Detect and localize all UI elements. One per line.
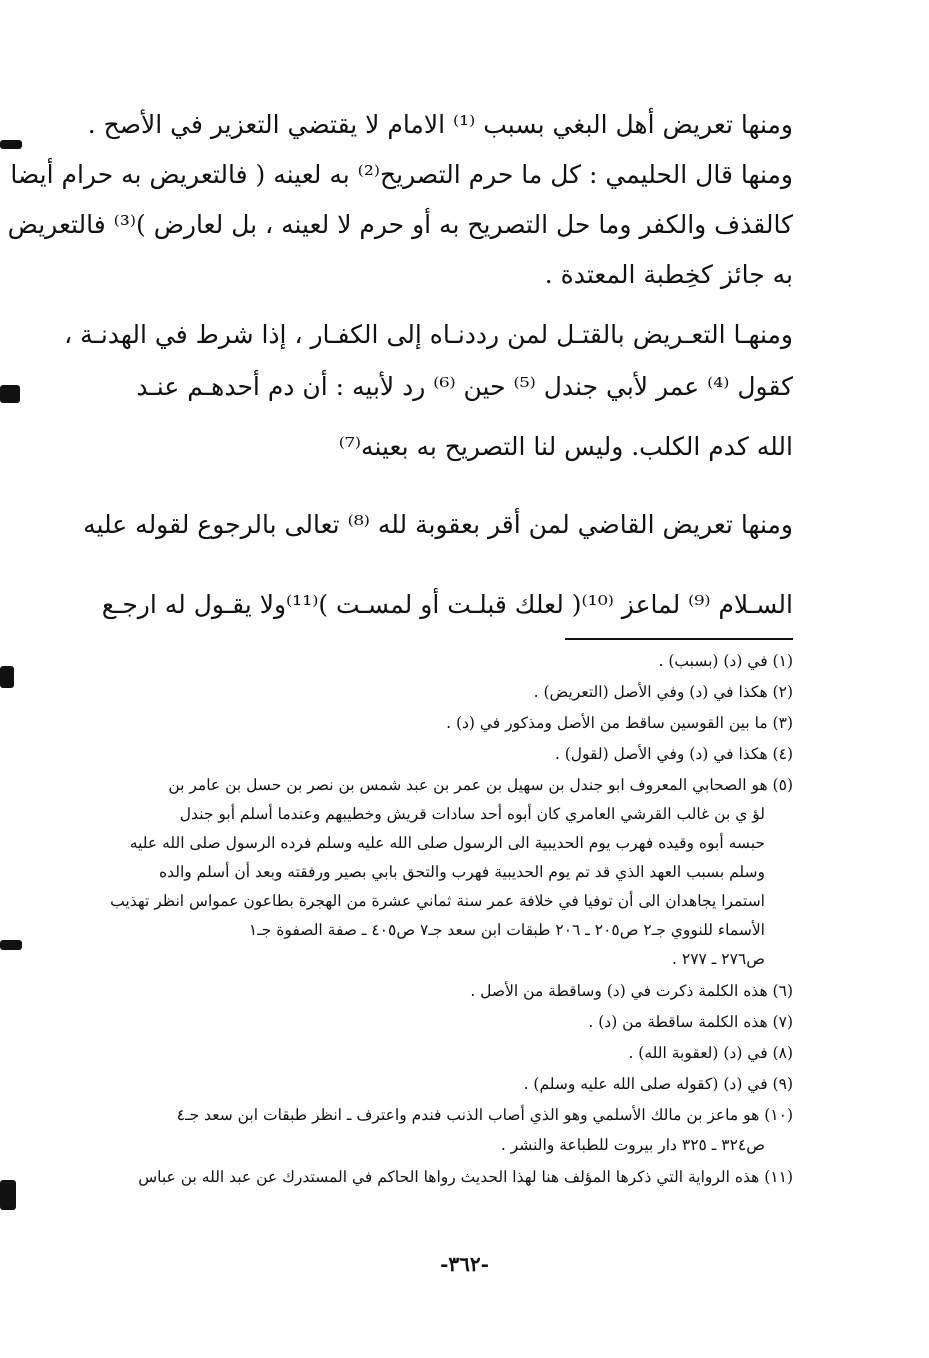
- text-line: الله كدم الكلب. وليس لنا التصريح به بعينه⁽⁷⁾: [338, 432, 793, 461]
- scan-mark: [0, 385, 20, 403]
- footnote: (١٠) هو ماعز بن مالك الأسلمي وهو الذي أصاب الذنب فندم واعترف ـ انظر طبقات ابن سعد جـ٤: [176, 1106, 793, 1124]
- footnote-continuation: لؤ ي بن غالب القرشي العامري كان أبوه أحد سادات قريش وخطيبهم وعندما أسلم أبو جندل: [179, 805, 765, 823]
- footnote-continuation: ص٢٧٦ ـ ٢٧٧ .: [672, 950, 765, 968]
- footnote: (٥) هو الصحابي المعروف ابو جندل بن سهيل بن عمر بن عبد شمس بن نصر بن حسل بن عامر بن: [168, 776, 793, 794]
- footnote-continuation: وسلم بسبب العهد الذي قد تم يوم الحديبية فهرب والتحق بابي بصير ورفقته وبعد أن أسلم والده: [158, 863, 765, 881]
- footnote: (٩) في (د) (كقوله صلى الله عليه وسلم) .: [523, 1075, 793, 1093]
- text-line: كقول ⁽⁴⁾ عمر لأبي جندل ⁽⁵⁾ حين ⁽⁶⁾ رد لأبيه : أن دم أحدهـم عنـد: [136, 372, 793, 401]
- text-line: ومنهـا التعـريض بالقتـل لمن رددنـاه إلى الكفـار ، إذا شرط في الهدنـة ،: [64, 320, 793, 349]
- footnote: (٣) ما بين القوسين ساقط من الأصل ومذكور في (د) .: [446, 714, 793, 732]
- footnote: (٦) هذه الكلمة ذكرت في (د) وساقطة من الأصل .: [470, 982, 793, 1000]
- text-line: به جائز كخِطبة المعتدة .: [544, 260, 793, 289]
- text-line: ومنها قال الحليمي : كل ما حرم التصريح⁽²⁾ به لعينه ( فالتعريض به حرام أيضا: [10, 160, 793, 189]
- paragraph-1: [7, 110, 793, 300]
- footnote: (٨) في (د) (لعقوبة الله) .: [628, 1044, 793, 1062]
- page-number: -٣٦٢-: [440, 1252, 489, 1276]
- text-line: ومنها تعريض أهل البغي بسبب ⁽¹⁾ الامام لا يقتضي التعزير في الأصح .: [87, 110, 793, 139]
- footnote-continuation: حبسه أبوه وقيده فهرب يوم الحديبية الى الرسول صلى الله عليه وسلم فرده الرسول صلى الله عليه: [129, 834, 765, 852]
- paragraph-2: [64, 320, 793, 470]
- paragraph-3: [83, 510, 793, 630]
- footnote: (٢) هكذا في (د) وفي الأصل (التعريض) .: [533, 683, 793, 701]
- scan-mark: [0, 1180, 16, 1210]
- scan-mark: [0, 666, 14, 688]
- text-line: كالقذف والكفر وما حل التصريح به أو حرم لا لعينه ، بل لعارض )⁽³⁾ فالتعريض: [7, 210, 793, 239]
- footnote: (٧) هذه الكلمة ساقطة من (د) .: [588, 1013, 793, 1031]
- footnote-continuation: الأسماء للنووي جـ٢ ص٢٠٥ ـ ٢٠٦ طبقات ابن سعد جـ٧ ص٤٠٥ ـ صفة الصفوة جـ١: [248, 921, 765, 939]
- text-line: السـلام ⁽⁹⁾ لماعز ⁽¹⁰⁾( لعلك قبلـت أو لمسـت )⁽¹¹⁾ولا يقـول له ارجـع: [101, 590, 793, 619]
- footnote-continuation: ص٣٢٤ ـ ٣٢٥ دار بيروت للطباعة والنشر .: [500, 1136, 765, 1154]
- footnote: (١) في (د) (بسبب) .: [658, 652, 793, 670]
- footnote-separator: [565, 638, 793, 640]
- footnote-continuation: استمرا يجاهدان الى أن توفيا في خلافة عمر سنة ثماني عشرة من الهجرة بطاعون عمواس انظر تهذيب: [110, 892, 765, 910]
- text-line: ومنها تعريض القاضي لمن أقر بعقوبة لله ⁽⁸⁾ تعالى بالرجوع لقوله عليه: [83, 510, 793, 539]
- scan-mark: [0, 940, 22, 950]
- footnote: (٤) هكذا في (د) وفي الأصل (لقول) .: [554, 745, 793, 763]
- footnote: (١١) هذه الرواية التي ذكرها المؤلف هنا لهذا الحديث رواها الحاكم في المستدرك عن عبد الله بن عباس: [138, 1168, 793, 1186]
- scan-mark: [0, 140, 22, 149]
